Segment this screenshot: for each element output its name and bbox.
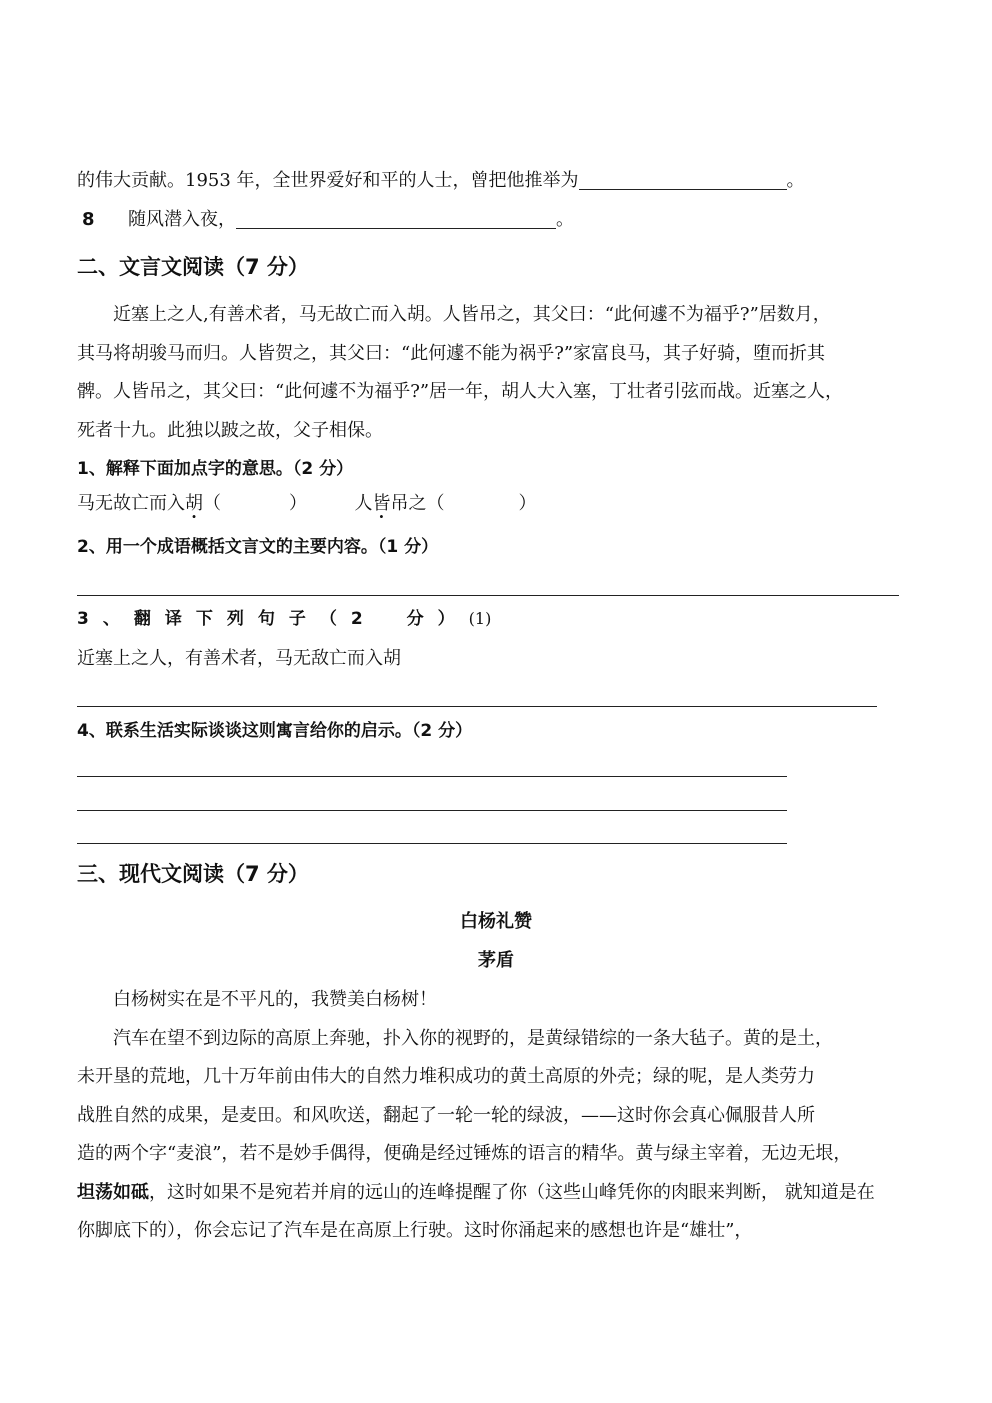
question-1: 1、解释下面加点字的意思。（2 分） <box>77 459 354 479</box>
answer-line[interactable] <box>77 843 787 844</box>
article-body <box>77 981 907 1251</box>
section-heading-classical: 二、文言文阅读（7 分） <box>77 255 309 279</box>
answer-line[interactable] <box>77 776 787 777</box>
answer-line[interactable] <box>77 810 787 811</box>
q1-item1-paren-close: ） <box>289 493 307 514</box>
question-3-label: 3、翻译下列句子（2 <box>77 609 377 629</box>
article-line: 汽车在望不到边际的高原上奔驰，扑入你的视野的，是黄绿错综的一条大毡子。黄的是土， <box>113 1027 833 1049</box>
passage-line: 髀。人皆吊之，其父曰：“此何遽不为福乎?”居一年，胡人大入塞，丁壮者引弦而战。近塞之人， <box>77 381 844 402</box>
question-number: 8 <box>82 209 95 230</box>
section-heading-modern: 三、现代文阅读（7 分） <box>77 862 309 886</box>
question-3-sub: (1) <box>468 609 492 628</box>
fill-line-2-text: 随风潜入夜， <box>128 209 236 230</box>
q1-item2-text: 人 <box>354 493 373 514</box>
question-4: 4、联系生活实际谈谈这则寓言给你的启示。（2 分） <box>77 721 473 741</box>
q1-item2-paren-close: ） <box>518 493 537 514</box>
bold-phrase: 坦荡如砥 <box>77 1181 149 1203</box>
q1-item1-paren-open: （ <box>203 493 221 514</box>
question-1-items <box>77 491 536 517</box>
answer-blank-2[interactable] <box>236 208 556 229</box>
passage-line: 其马将胡骏马而归。人皆贺之，其父曰：“此何遽不能为祸乎?”家富良马，其子好骑，堕而折其 <box>77 342 826 364</box>
answer-line[interactable] <box>77 595 899 596</box>
question-3-sentence: 近塞上之人，有善术者，马无敌亡而入胡 <box>77 648 401 669</box>
article-author: 茅盾 <box>478 950 514 971</box>
q1-item2-text-post: 吊之（ <box>390 493 445 514</box>
fill-line-2-end: 。 <box>556 209 574 230</box>
article-title: 白杨礼赞 <box>460 911 532 932</box>
dotted-char-hu: 胡 <box>185 493 203 514</box>
question-3 <box>77 606 491 632</box>
article-line-rest: ，这时如果不是宛若并肩的远山的连峰提醒了你（这些山峰凭你的肉眼来判断， 就知道是在 <box>149 1181 875 1203</box>
article-line <box>77 1174 907 1213</box>
fill-line-1-end: 。 <box>786 170 805 191</box>
passage-line: 死者十九。此独以跛之故，父子相保。 <box>77 419 383 441</box>
question-3-fen: 分） <box>406 609 469 629</box>
article-line: 造的两个字“麦浪”，若不是妙手偶得，便确是经过锤炼的语言的精华。黄与绿主宰着，无边无垠， <box>77 1143 852 1164</box>
article-line: 你脚底下的），你会忘记了汽车是在高原上行驶。这时你涌起来的感想也许是“雄壮”， <box>77 1220 753 1241</box>
classical-passage <box>77 296 907 450</box>
answer-blank-1[interactable] <box>579 169 787 190</box>
article-paragraph-1: 白杨树实在是不平凡的，我赞美白杨树！ <box>113 989 437 1010</box>
dotted-char-jie: 皆 <box>372 493 391 514</box>
fill-line-1 <box>77 168 805 194</box>
article-line: 未开垦的荒地，几十万年前由伟大的自然力堆积成功的黄土高原的外壳；绿的呢，是人类劳力 <box>77 1066 815 1087</box>
fill-line-2 <box>82 207 574 233</box>
article-line: 战胜自然的成果，是麦田。和风吹送，翻起了一轮一轮的绿波，——这时你会真心佩服昔人所 <box>77 1104 815 1126</box>
fill-line-1-text: 的伟大贡献。1953 年，全世界爱好和平的人士，曾把他推举为 <box>77 170 579 191</box>
answer-line[interactable] <box>77 706 877 707</box>
q1-item1-text: 马无故亡而入 <box>77 493 185 514</box>
question-2: 2、用一个成语概括文言文的主要内容。（1 分） <box>77 537 439 557</box>
passage-line: 近塞上之人,有善术者，马无故亡而入胡。人皆吊之，其父曰：“此何遽不为福乎?”居数月， <box>113 304 831 325</box>
